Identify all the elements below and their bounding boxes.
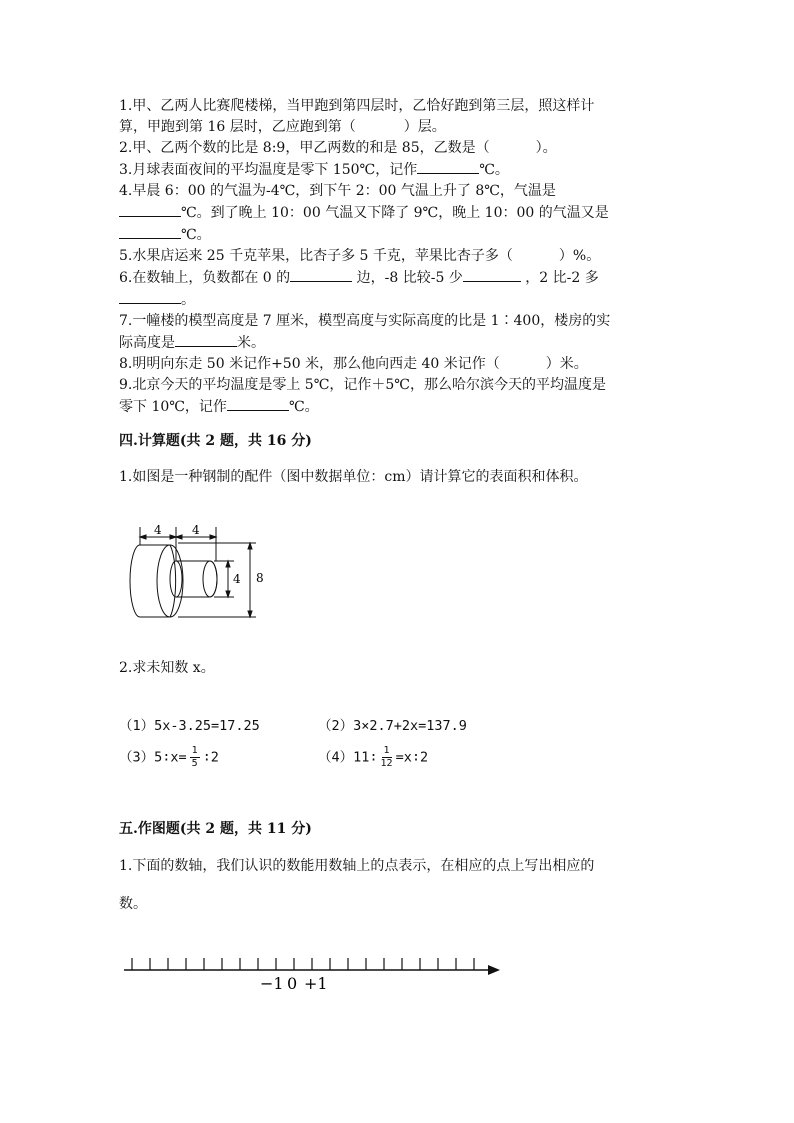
answer-blank[interactable] <box>119 289 181 304</box>
question-3: 3.月球表面夜间的平均温度是零下 150℃，记作 ℃。 <box>119 159 679 181</box>
number-line-arrow <box>488 965 500 975</box>
answer-blank[interactable] <box>119 224 181 239</box>
answer-blank[interactable] <box>463 267 521 282</box>
question-9: 9.北京今天的平均温度是零上 5℃，记作＋5℃，那么哈尔滨今天的平均温度是 <box>119 377 606 393</box>
dim-label-top-right: 4 <box>192 523 200 537</box>
label-plus-one: +1 <box>304 974 328 993</box>
answer-blank[interactable] <box>417 159 479 174</box>
tube-end <box>203 561 217 597</box>
question-9-cont: 零下 10℃，记作 ℃。 <box>119 396 679 418</box>
dim-label-outer: 8 <box>256 571 264 585</box>
equation-4: （4）11∶ $\frac{1}{12}$ =x∶2 <box>318 745 429 769</box>
fraction-one-fifth: $\frac{1}{5}$ <box>191 745 198 769</box>
number-line <box>118 950 508 995</box>
number-line-ticks <box>132 958 474 970</box>
answer-blank[interactable] <box>227 396 289 411</box>
section-4-question-1: 1.如图是一种钢制的配件（图中数据单位：cm）请计算它的表面积和体积。 <box>119 469 588 485</box>
answer-blank[interactable] <box>119 202 181 217</box>
label-zero: 0 <box>287 974 298 993</box>
question-2: 2.甲、乙两个数的比是 8:9，甲乙两数的和是 85，乙数是（ ）。 <box>119 140 557 156</box>
question-1: 1.甲、乙两人比赛爬楼梯，当甲跑到第四层时，乙恰好跑到第三层，照这样计 <box>119 98 595 114</box>
equation-3: （3）5∶x= $\frac{1}{5}$ ∶2 <box>119 745 219 769</box>
question-1-cont: 算，甲跑到第 16 层时，乙应跑到第（ ）层。 <box>119 119 446 135</box>
question-7: 7.一幢楼的模型高度是 7 厘米，模型高度与实际高度的比是 1∶400，楼房的实 <box>119 313 611 329</box>
answer-blank[interactable] <box>175 332 237 347</box>
question-4: 4.早晨 6：00 的气温为-4℃，到下午 2：00 气温上升了 8℃，气温是 <box>119 183 556 199</box>
answer-blank[interactable] <box>290 267 352 282</box>
question-5: 5.水果店运来 25 千克苹果，比杏子多 5 千克，苹果比杏子多（ ）%。 <box>119 248 601 264</box>
question-6-cont: 。 <box>119 289 679 311</box>
label-minus-one: −1 <box>260 974 284 993</box>
pipe-fitting-figure <box>118 515 278 625</box>
dim-label-top-left: 4 <box>154 523 162 537</box>
question-4-cont2: ℃。 <box>119 224 679 246</box>
section-4-title: 四.计算题(共 2 题，共 16 分) <box>119 433 312 449</box>
section-5-title: 五.作图题(共 2 题，共 11 分) <box>119 821 312 837</box>
section-5-question-1: 1.下面的数轴，我们认识的数能用数轴上的点表示，在相应的点上写出相应的 数。 <box>119 858 595 912</box>
question-8: 8.明明向东走 50 米记作+50 米，那么他向西走 40 米记作（ ）米。 <box>119 356 588 372</box>
question-4-cont: ℃。到了晚上 10：00 气温又下降了 9℃，晚上 10：00 的气温又是 <box>119 202 679 224</box>
outer-cylinder <box>130 545 176 617</box>
question-7-cont: 际高度是 米。 <box>119 332 679 354</box>
section-4-question-2: 2.求未知数 x。 <box>119 660 215 676</box>
fill-blank-questions <box>119 96 679 418</box>
equation-2: （2）3×2.7+2x=137.9 <box>318 718 467 734</box>
question-6: 6.在数轴上，负数都在 0 的 边，-8 比较-5 少 ，2 比-2 多 <box>119 267 679 289</box>
fraction-one-twelfth: $\frac{1}{12}$ <box>380 745 393 769</box>
equation-1: （1）5x-3.25=17.25 <box>119 718 260 734</box>
dim-label-inner: 4 <box>233 572 241 586</box>
